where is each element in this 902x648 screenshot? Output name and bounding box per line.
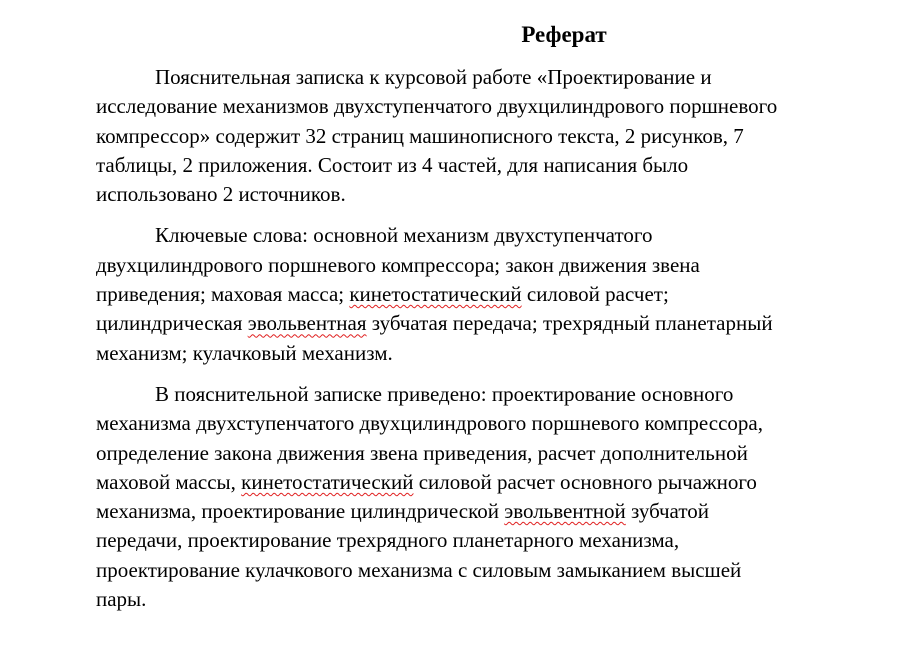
text-line	[96, 468, 866, 497]
paragraph-summary	[96, 63, 866, 209]
text-segment: зубчатой	[625, 499, 709, 524]
text-line: Пояснительная записка к курсовой работе «Проектирование и	[155, 65, 712, 89]
text-line	[96, 497, 866, 526]
text-segment: маховой массы,	[96, 469, 242, 494]
text-line: проектирование кулачкового механизма с силовым замыканием высшей	[96, 557, 742, 582]
paragraph-contents	[96, 380, 866, 614]
text-segment: зубчатая передача; трехрядный планетарный	[366, 311, 773, 336]
text-line: исследование механизмов двухступенчатого двухцилиндрового поршневого	[96, 94, 778, 119]
text-line: определение закона движения звена приведения, расчет дополнительной	[96, 440, 748, 465]
text-line: использовано 2 источников.	[96, 182, 346, 207]
text-segment: механизма, проектирование цилиндрической	[96, 499, 505, 524]
text-line: пары.	[96, 587, 147, 612]
text-segment: силовой расчет основного рычажного	[413, 469, 757, 494]
text-line: двухцилиндрового поршневого компрессора; закон движения звена	[96, 252, 700, 277]
text-line	[96, 309, 866, 338]
text-line: компрессор» содержит 32 страниц машинописного текста, 2 рисунков, 7	[96, 123, 744, 148]
text-segment: приведения; маховая масса;	[96, 282, 350, 307]
text-segment: силовой расчет;	[521, 282, 669, 307]
text-line: таблицы, 2 приложения. Состоит из 4 частей, для написания было	[96, 152, 689, 177]
paragraph-keywords	[96, 221, 866, 367]
text-segment: цилиндрическая	[96, 311, 248, 336]
misspelled-word[interactable]: эвольвентная	[247, 311, 367, 336]
text-line: В пояснительной записке приведено: проектирование основного	[155, 381, 734, 406]
misspelled-word[interactable]: эвольвентной	[504, 499, 626, 524]
misspelled-word[interactable]: кинетостатический	[241, 469, 414, 494]
document-page	[96, 20, 866, 626]
text-line	[96, 280, 866, 309]
misspelled-word[interactable]: кинетостатический	[349, 282, 522, 307]
document-title: Реферат	[521, 22, 607, 47]
text-line: передачи, проектирование трехрядного планетарного механизма,	[96, 528, 680, 553]
text-line: механизма двухступенчатого двухцилиндрового поршневого компрессора,	[96, 411, 763, 436]
text-line: механизм; кулачковый механизм.	[96, 340, 393, 365]
text-line: Ключевые слова: основной механизм двухступенчатого	[155, 223, 653, 248]
